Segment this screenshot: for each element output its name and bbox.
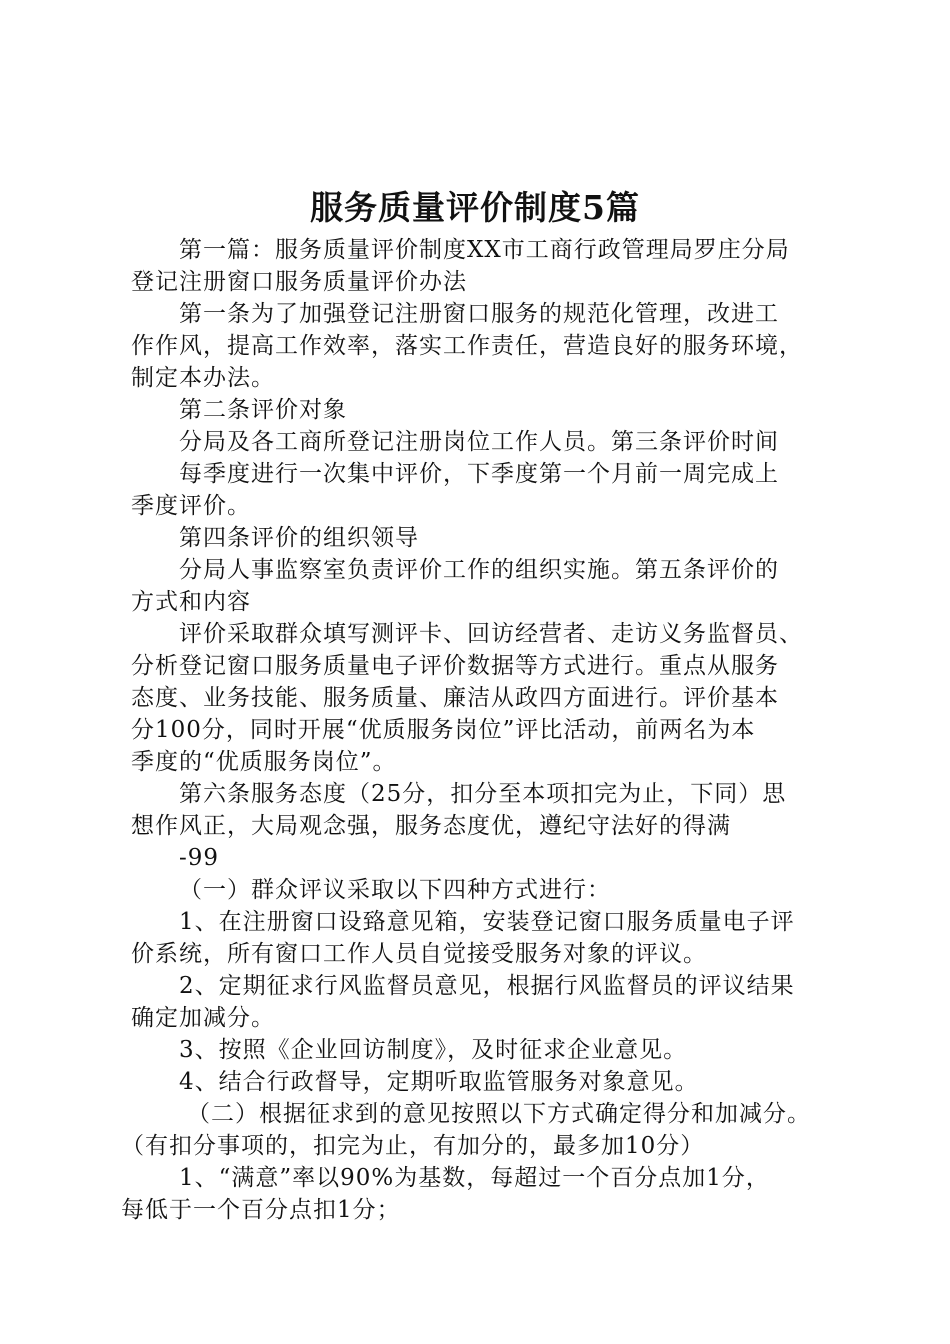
paragraph-line: 确定加减分。: [131, 1005, 275, 1031]
paragraph-line: 季度评价。: [131, 493, 251, 519]
paragraph-line: 制定本办法。: [131, 365, 275, 391]
paragraph-line: 2、定期征求行风监督员意见，根据行风监督员的评议结果: [179, 973, 795, 999]
paragraph-line: 第六条服务态度（25分，扣分至本项扣完为止，下同）思: [179, 781, 787, 807]
paragraph-line: 价系统，所有窗口工作人员自觉接受服务对象的评议。: [131, 941, 707, 967]
paragraph-line: 1、“满意”率以90%为基数，每超过一个百分点加1分，: [179, 1165, 770, 1191]
paragraph-line: 分局人事监察室负责评价工作的组织实施。第五条评价的: [179, 557, 779, 583]
paragraph-line: 季度的“优质服务岗位”。: [131, 749, 397, 775]
paragraph-line: 评价采取群众填写测评卡、回访经营者、走访义务监督员、: [179, 621, 803, 647]
document-body: [121, 234, 836, 1226]
paragraph-line: （一）群众评议采取以下四种方式进行：: [179, 877, 611, 903]
paragraph-line: 分100分，同时开展“优质服务岗位”评比活动，前两名为本: [131, 717, 756, 743]
paragraph-line: 第四条评价的组织领导: [179, 525, 419, 551]
paragraph-line: 每低于一个百分点扣1分；: [121, 1197, 401, 1223]
paragraph-line: 3、按照《企业回访制度》，及时征求企业意见。: [179, 1037, 688, 1063]
paragraph-line: （有扣分事项的，扣完为止，有加分的，最多加10分）: [121, 1133, 705, 1159]
paragraph-line: 想作风正，大局观念强，服务态度优，遵纪守法好的得满: [131, 813, 731, 839]
paragraph-line: 分局及各工商所登记注册岗位工作人员。第三条评价时间: [179, 429, 779, 455]
page-number: -99: [179, 845, 220, 871]
paragraph-line: 作作风，提高工作效率，落实工作责任，营造良好的服务环境，: [131, 333, 803, 359]
paragraph-line: 登记注册窗口服务质量评价办法: [131, 269, 467, 295]
paragraph-line: 第一条为了加强登记注册窗口服务的规范化管理，改进工: [179, 301, 779, 327]
paragraph-line: 第一篇：服务质量评价制度XX市工商行政管理局罗庄分局: [179, 237, 790, 263]
paragraph-line: 4、结合行政督导，定期听取监管服务对象意见。: [179, 1069, 699, 1095]
paragraph-line: 1、在注册窗口设臵意见箱，安装登记窗口服务质量电子评: [179, 909, 795, 935]
paragraph-line: 方式和内容: [131, 589, 251, 615]
paragraph-line: （二）根据征求到的意见按照以下方式确定得分和加减分。: [187, 1101, 811, 1127]
paragraph-line: 第二条评价对象: [179, 397, 347, 423]
paragraph-line: 每季度进行一次集中评价，下季度第一个月前一周完成上: [179, 461, 779, 487]
paragraph-line: 态度、业务技能、服务质量、廉洁从政四方面进行。评价基本: [131, 685, 779, 711]
document-title: 服务质量评价制度5篇: [310, 188, 640, 227]
paragraph-line: 分析登记窗口服务质量电子评价数据等方式进行。重点从服务: [131, 653, 779, 679]
